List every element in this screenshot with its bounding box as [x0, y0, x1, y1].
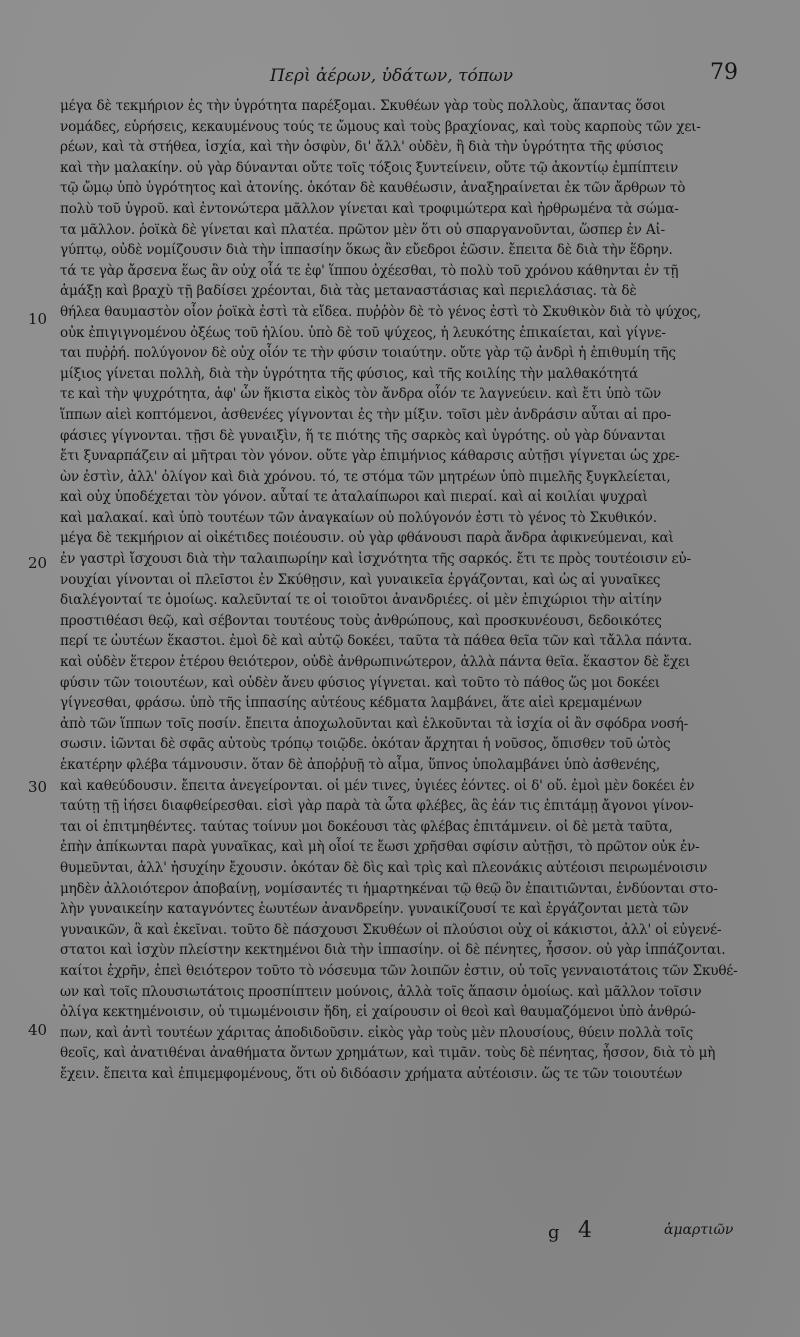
text-line: περί τε ὡυτέων ἕκαστοι. ἐμοὶ δὲ καὶ αὐτῷ δοκέει, ταῦτα τὰ πάθεα θεῖα τῶν καὶ τἄλλα πάντα.	[60, 633, 692, 650]
text-line: μίξιος γίνεται πολλὴ, διὰ τὴν ὑγρότητα τῆς φύσιος, καὶ τῆς κοιλίης τὴν μαλθακότητά	[60, 365, 639, 382]
text-line: τά τε γὰρ ἄρσενα ἕως ἂν οὐχ οἷά τε ἐφ' ἵππου ὀχέεσθαι, τὸ πολὺ τοῦ χρόνου κάθηνται ἐν τῇ	[60, 262, 679, 279]
text-line: στατοι καὶ ἰσχὺν πλείστην κεκτημένοι διὰ τὴν ἱππασίην. οἱ δὲ πένητες, ἧσσον. οὐ γὰρ ἱππάζονται.	[60, 942, 726, 959]
text-line: οὐκ ἐπιγιγνομένου ὀξέως τοῦ ἡλίου. ὑπὸ δὲ τοῦ ψύχεος, ἡ λευκότης ἐπικαίεται, καὶ γίγνε-	[60, 324, 666, 341]
text-line: ὼν ἐστὶν, ἀλλ' ὀλίγον καὶ διὰ χρόνου. τό, τε στόμα τῶν μητρέων ὑπὸ πιμελῆς ξυγκλείεται,	[60, 468, 671, 485]
text-line: σωσιν. ἰῶνται δὲ σφᾶς αὐτοὺς τρόπῳ τοιῷδε. ὁκόταν ἄρχηται ἡ νοῦσος, ὄπισθεν τοῦ ὠτὸς	[60, 736, 671, 753]
text-line: θήλεα θαυμαστὸν οἷον ῥοϊκὰ ἐστὶ τὰ εἴδεα. πυῤῥὸν δὲ τὸ γένος ἐστὶ τὸ Σκυθικὸν διὰ τὸ ψύχος,	[60, 303, 702, 320]
text-line: ταύτῃ τῇ ἰήσει διαφθείρεσθαι. εἰσὶ γὰρ παρὰ τὰ ὦτα φλέβες, ἃς ἐάν τις ἐπιτάμῃ ἄγονοι γίνον-	[60, 798, 694, 815]
greek-text-block	[60, 96, 778, 1187]
text-line: φάσιες γίγνονται. τῇσι δὲ γυναιξὶν, ἥ τε πιότης τῆς σαρκὸς καὶ ὑγρότης. οὐ γὰρ δύνανται	[60, 427, 666, 444]
text-line: ται οἱ ἐπιτμηθέντες. ταύτας τοίνυν μοι δοκέουσι τὰς φλέβας ἐπιτάμνειν. οἱ δὲ μετὰ ταῦτα,	[60, 818, 673, 835]
text-line: ἐπὴν ἀπίκωνται παρὰ γυναῖκας, καὶ μὴ οἷοί τε ἔωσι χρῆσθαι σφίσιν αὐτῇσι, τὸ πρῶτον οὐκ ἐν-	[60, 839, 700, 856]
text-line: θεοῖς, καὶ ἀνατιθέναι ἀναθήματα ὄντων χρημάτων, καὶ τιμᾶν. τοὺς δὲ πένητας, ἧσσον, διὰ τὸ μὴ	[60, 1045, 716, 1062]
text-line: γυναικῶν, ἃ καὶ ἐκεῖναι. τοῦτο δὲ πάσχουσι Σκυθέων οἱ πλούσιοι οὐχ οἱ κάκιστοι, ἀλλ' οἱ εὐγενέ-	[60, 921, 722, 938]
text-line: ἵππων αἰεὶ κοπτόμενοι, ἀσθενέες γίγνονται ἐς τὴν μίξιν. τοῖσι μὲν ἀνδράσιν αὗται αἱ προ-	[60, 406, 672, 423]
text-line: ἔχειν. ἔπειτα καὶ ἐπιμεμφομένους, ὅτι οὐ διδόασιν χρήματα αὐτέοισιν. ὥς τε τῶν τοιουτέων	[60, 1065, 683, 1082]
text-line: ὀλίγα κεκτημένοισιν, οὐ τιμωμένοισιν ἤδη, εἰ χαίρουσιν οἱ θεοὶ καὶ θαυμαζόμενοι ὑπὸ ἀνθρώ-	[60, 1004, 696, 1021]
text-line: λὴν γυναικείην καταγνόντες ἑωυτέων ἀνανδρείην. γυναικίζουσί τε καὶ ἐργάζονται μετὰ τῶν	[60, 901, 689, 918]
page-number: 79	[710, 60, 738, 85]
margin-line-number: 30	[28, 778, 48, 796]
text-line: μέγα δὲ τεκμήριον ἐς τὴν ὑγρότητα παρέξομαι. Σκυθέων γὰρ τοὺς πολλοὺς, ἅπαντας ὅσοι	[60, 98, 666, 114]
text-line: τα μᾶλλον. ῥοϊκὰ δὲ γίνεται καὶ πλατέα. πρῶτον μὲν ὅτι οὐ σπαργανοῦνται, ὥσπερ ἐν Αἰ-	[60, 221, 665, 238]
margin-line-number: 20	[28, 554, 48, 572]
text-line: φύσιν τῶν τοιουτέων, καὶ οὐδὲν ἄνευ φύσιος γίγνεται. καὶ τοῦτο τὸ πάθος ὥς μοι δοκέει	[60, 674, 660, 691]
catchword: ἁμαρτιῶν	[664, 1222, 734, 1238]
text-line: πων, καὶ ἀντὶ τουτέων χάριτας ἀποδιδοῦσιν. εἰκὸς γὰρ τοὺς μὲν πλουσίους, θύειν πολλὰ τοῖς	[60, 1024, 694, 1041]
text-line: καὶ οὐδὲν ἕτερον ἑτέρου θειότερον, οὐδὲ ἀνθρωπινώτερον, ἀλλὰ πάντα θεῖα. ἕκαστον δὲ ἔχει	[60, 654, 691, 671]
text-line: καὶ καθεύδουσιν. ἔπειτα ἀνεγείρονται. οἱ μέν τινες, ὑγιέες ἐόντες. οἱ δ' οὔ. ἐμοὶ μὲν δοκέει ἐν	[60, 777, 695, 794]
signature-number: 4	[578, 1218, 592, 1243]
text-line	[60, 1085, 778, 1106]
text-line	[60, 1126, 778, 1147]
text-line: καίτοι ἐχρῆν, ἐπεὶ θειότερον τοῦτο τὸ νόσευμα τῶν λοιπῶν ἐστιν, οὐ τοῖς γενναιοτάτοις τῶν Σκυθέ-	[60, 962, 738, 979]
text-line: καὶ τὴν μαλακίην. οὐ γὰρ δύνανται οὔτε τοῖς τόξοις ξυντείνειν, οὔτε τῷ ἀκοντίῳ ἐμπίπτειν	[60, 159, 679, 176]
text-line: πολὺ τοῦ ὑγροῦ. καὶ ἐντονώτερα μᾶλλον γίνεται καὶ τροφιμώτερα καὶ ἠρθρωμένα τὰ σώμα-	[60, 200, 679, 217]
text-line: ται πυῤῥή. πολύγονον δὲ οὐχ οἷόν τε τὴν φύσιν τοιαύτην. οὔτε γὰρ τῷ ἀνδρὶ ἡ ἐπιθυμίη τῆς	[60, 345, 676, 362]
text-line: καὶ οὐχ ὑποδέχεται τὸν γόνον. αὗταί τε ἀταλαίπωροι καὶ πιεραί. καὶ αἱ κοιλίαι ψυχραὶ	[60, 489, 648, 506]
text-line: νουχίαι γίνονται οἱ πλεῖστοι ἐν Σκύθῃσιν, καὶ γυναικεῖα ἐργάζονται, καὶ ὡς αἱ γυναῖκες	[60, 571, 661, 588]
text-line: τε καὶ τὴν ψυχρότητα, ἀφ' ὧν ἥκιστα εἰκὸς τὸν ἄνδρα οἷόν τε λαγνεύειν. καὶ ἔτι ὑπὸ τῶν	[60, 386, 661, 403]
text-line	[60, 1146, 778, 1167]
text-line: μέγα δὲ τεκμήριον αἱ οἰκέτιδες ποιέουσιν. οὐ γὰρ φθάνουσι παρὰ ἄνδρα ἀφικνεύμεναι, καὶ	[60, 530, 674, 547]
text-line: νομάδες, εὑρήσεις, κεκαυμένους τούς τε ὤμους καὶ τοὺς βραχίονας, καὶ τοὺς καρποὺς τῶν χει-	[60, 118, 701, 135]
gathering-signature: g	[548, 1222, 560, 1243]
text-line: καὶ μαλακαί. καὶ ὑπὸ τουτέων τῶν ἀναγκαίων οὐ πολύγονόν ἐστι τὸ γένος τὸ Σκυθικόν.	[60, 509, 657, 526]
text-line: διαλέγονταί τε ὁμοίως. καλεῦνταί τε οἱ τοιοῦτοι ἀνανδριέες. οἱ μὲν ἐπιχώριοι τὴν αἰτίην	[60, 592, 662, 609]
text-line: προστιθέασι θεῷ, καὶ σέβονται τουτέους τοὺς ἀνθρώπους, καὶ προσκυνέουσι, δεδοικότες	[60, 612, 662, 629]
text-line: ων καὶ τοῖς πλουσιωτάτοις προσπίπτειν μούνοις, ἀλλὰ τοῖς ἅπασιν ὁμοίως. καὶ μᾶλλον τοῖσιν	[60, 983, 702, 1000]
text-line: μηδὲν ἀλλοιότερον ἀποβαίνῃ, νομίσαντές τι ἡμαρτηκέναι τῷ θεῷ ὃν ἐπαιτιῶνται, ἐνδύονται στο-	[60, 880, 718, 897]
text-line: ἁμάξῃ καὶ βραχὺ τῇ βαδίσει χρέονται, διὰ τὰς μεταναστάσιας καὶ περιελάσιας. τὰ δὲ	[60, 283, 637, 300]
margin-line-number: 40	[28, 1021, 48, 1039]
text-line: ἑκατέρην φλέβα τάμνουσιν. ὅταν δὲ ἀποῤῥυῇ τὸ αἷμα, ὕπνος ὑπολαμβάνει ὑπὸ ἀσθενέης,	[60, 757, 660, 773]
text-line: ρέων, καὶ τὰ στήθεα, ἰσχία, καὶ τὴν ὀσφὺν, δι' ἄλλ' οὐδὲν, ἢ διὰ τὴν ὑγρότητα τῆς φύσιος	[60, 139, 664, 156]
text-line: θυμεῦνται, ἀλλ' ἡσυχίην ἔχουσιν. ὁκόταν δὲ δὶς καὶ τρὶς καὶ πλεονάκις αὐτέοισι πειρωμένοισιν	[60, 859, 708, 876]
text-line: ἔτι ξυναρπάζειν αἱ μῆτραι τὸν γόνον. οὔτε γὰρ ἐπιμήνιος κάθαρσις αὐτῇσι γίγνεται ὡς χρε-	[60, 448, 680, 465]
running-head: Περὶ ἀέρων, ὑδάτων, τόπων	[270, 66, 514, 86]
text-line	[60, 1167, 778, 1188]
text-line: γίγνεσθαι, φράσω. ὑπὸ τῆς ἱππασίης αὐτέους κέδματα λαμβάνει, ἅτε αἰεὶ κρεμαμένων	[60, 695, 642, 712]
text-line: ἐν γαστρὶ ἴσχουσι διὰ τὴν ταλαιπωρίην καὶ ἰσχνότητα τῆς σαρκός. ἔτι τε πρὸς τουτέοισιν εὐ-	[60, 551, 691, 568]
text-line: γύπτῳ, οὐδὲ νομίζουσιν διὰ τὴν ἱππασίην ὅκως ἂν εὔεδροι ἐῶσιν. ἔπειτα δὲ διὰ τὴν ἕδρην.	[60, 242, 673, 259]
text-line: ἀπὸ τῶν ἵππων τοῖς ποσίν. ἔπειτα ἀποχωλοῦνται καὶ ἑλκοῦνται τὰ ἰσχία οἱ ἂν σφόδρα νοσή-	[60, 715, 689, 732]
margin-line-number: 10	[28, 310, 48, 328]
text-line: τῷ ὤμῳ ὑπὸ ὑγρότητος καὶ ἀτονίης. ὁκόταν δὲ καυθέωσιν, ἀναξηραίνεται ἐκ τῶν ἄρθρων τὸ	[60, 180, 686, 197]
text-line	[60, 1105, 778, 1126]
